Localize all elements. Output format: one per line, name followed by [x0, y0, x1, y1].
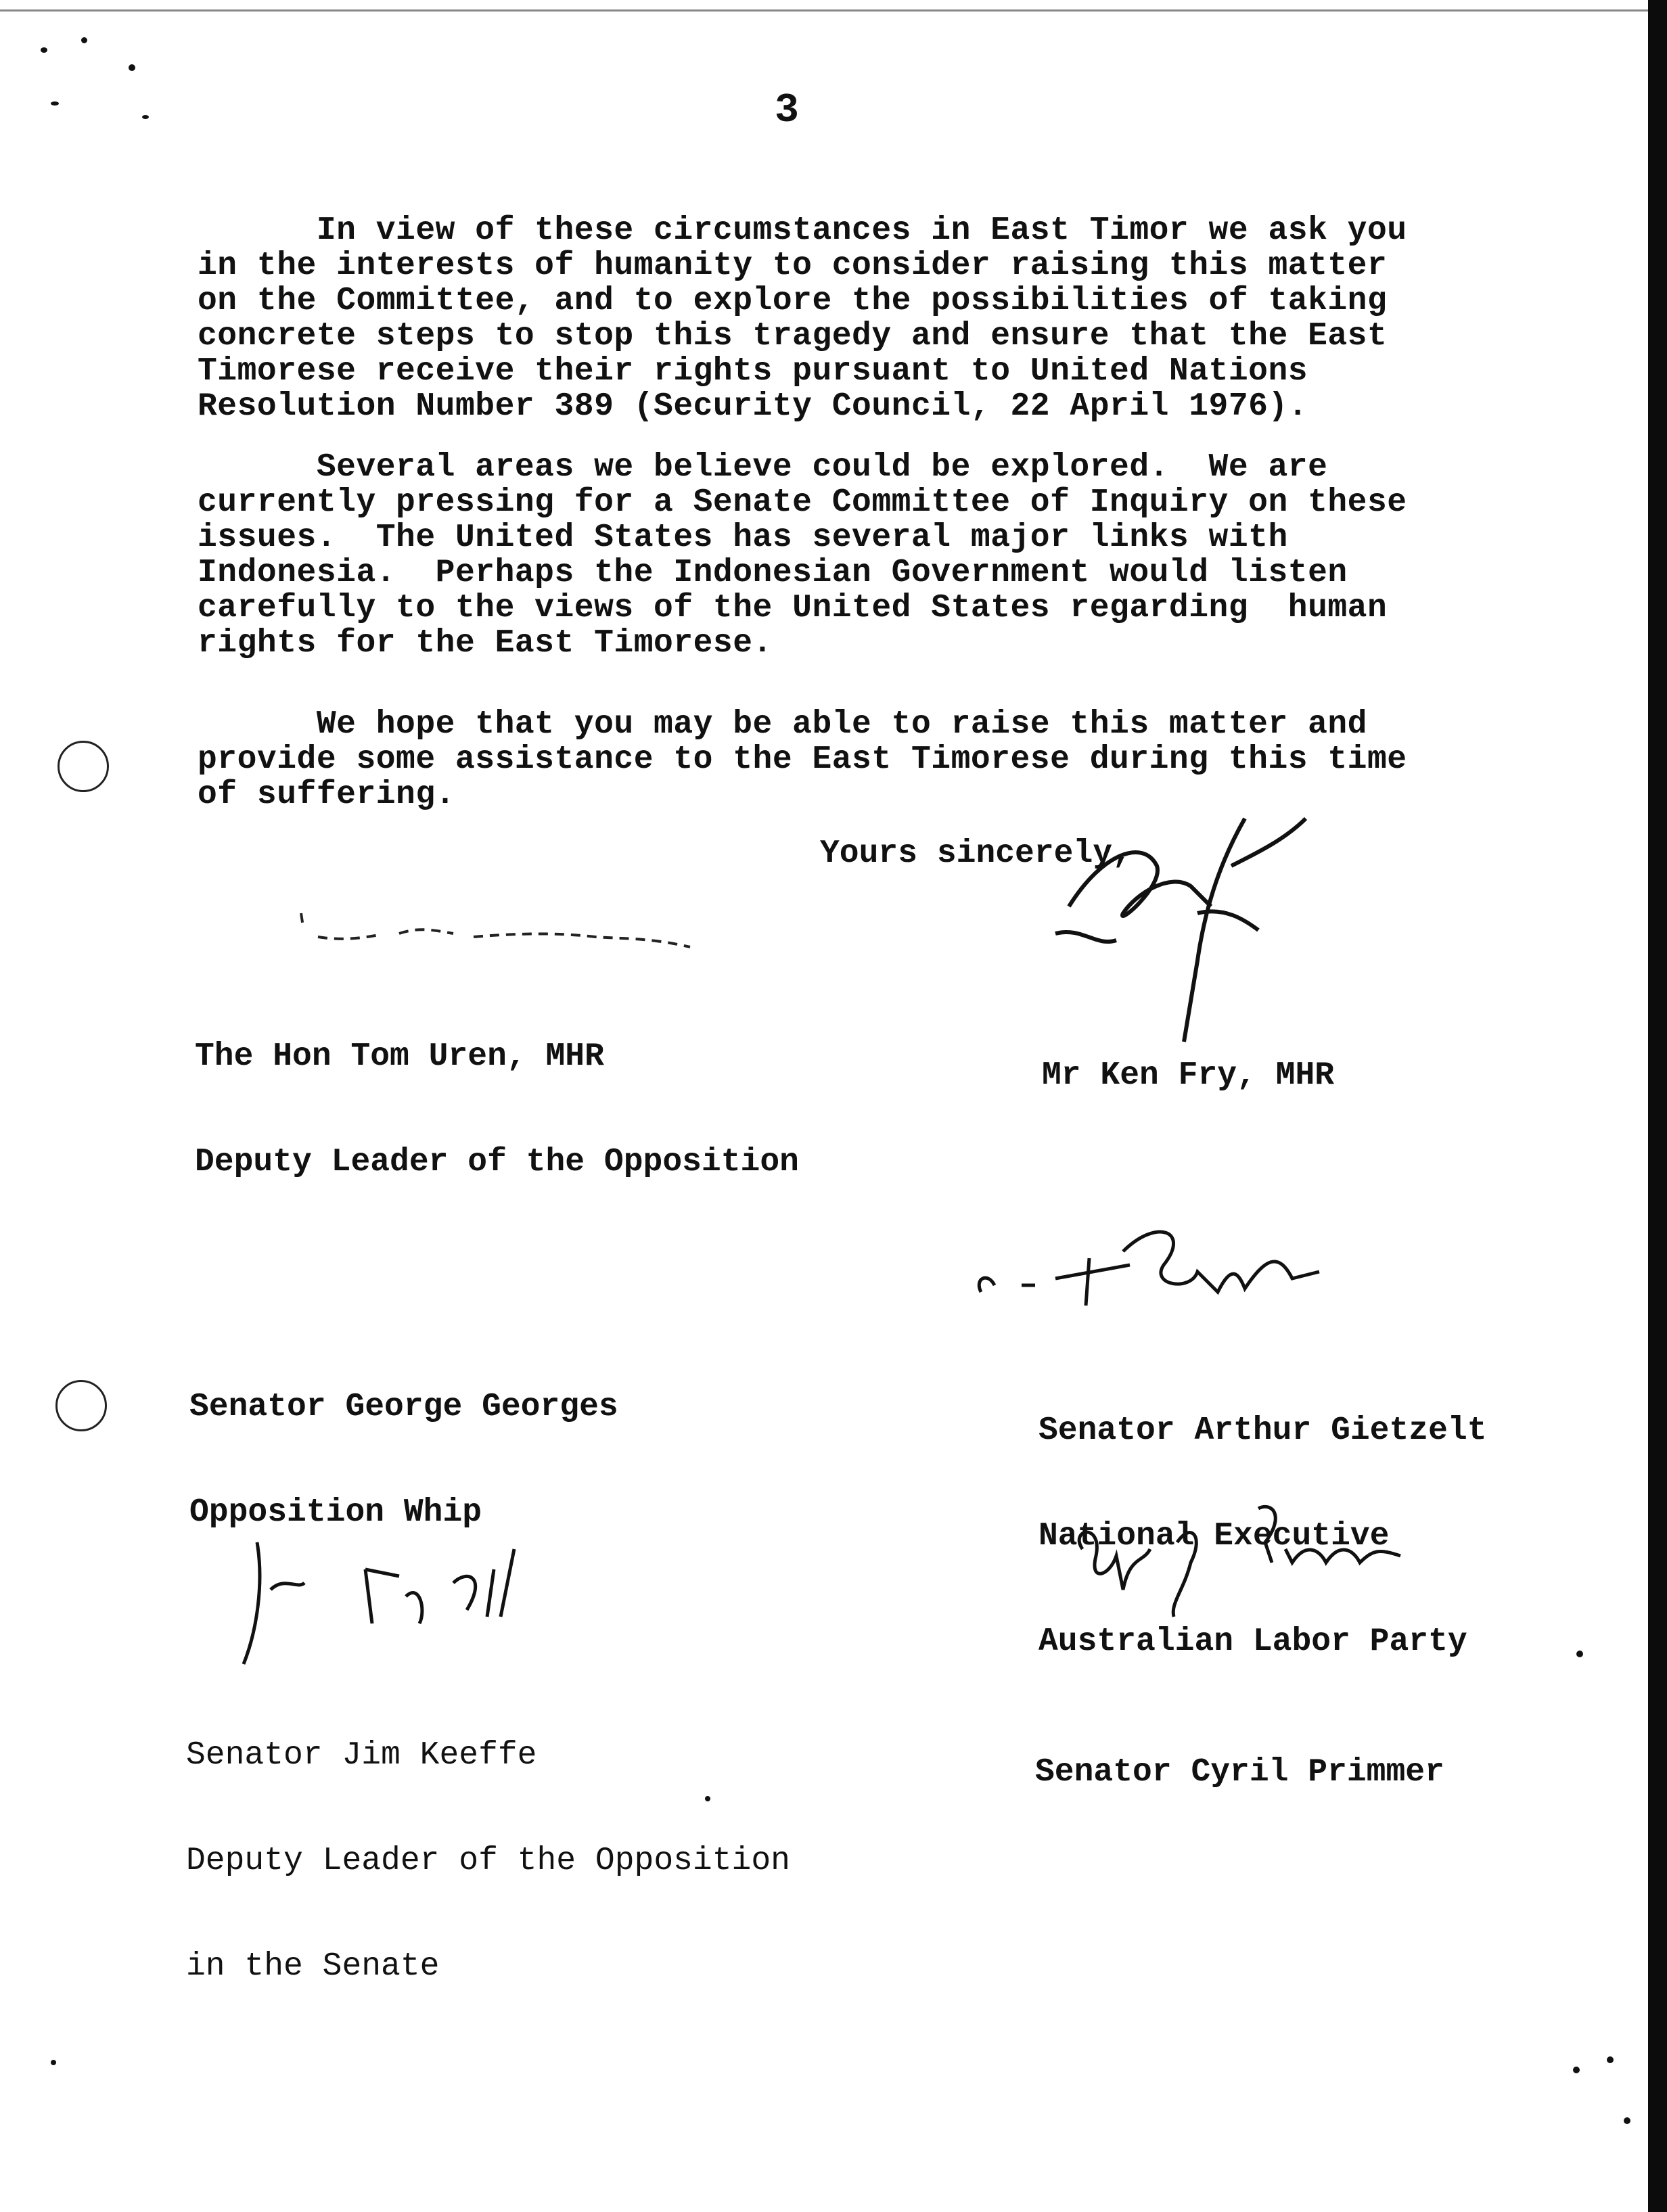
- scan-edge-top: [0, 9, 1648, 11]
- signatory-name: Mr Ken Fry, MHR: [1042, 1057, 1335, 1094]
- paragraph-1: In view of these circumstances in East Timor we ask you in the interests of humanity to consider raising this matter on the Committee, and to explore the possibilities of taking concrete steps to stop this tragedy and ensure that the East Timorese receive their rights pursuant to United Nations Resolution Number 389 (Security Council, 22 April 1976).: [198, 212, 1407, 425]
- signatory-title: Deputy Leader of the Opposition: [195, 1144, 799, 1180]
- signatory-title: Deputy Leader of the Opposition: [186, 1843, 790, 1879]
- scan-speck: [1624, 2117, 1630, 2124]
- scan-speck: [1607, 2056, 1614, 2063]
- scan-speck: [81, 37, 87, 43]
- signatory-block-fry: [1042, 988, 1334, 1163]
- signatory-block-uren: [195, 969, 799, 1250]
- paragraph-2: Several areas we believe could be explored. We are currently pressing for a Senate Committee of Inquiry on these issues. The United States has several major links with Indonesia. Perhaps the Indonesian Government would listen carefully to the views of the United States regarding human rights for the East Timorese.: [198, 449, 1407, 662]
- signatory-name: Senator Jim Keeffe: [186, 1737, 537, 1774]
- signature-keeffe: [196, 1475, 575, 1678]
- paragraph-3: We hope that you may be able to raise this matter and provide some assistance to the East Timorese during this time of suffering.: [198, 706, 1407, 813]
- signature-primmer: [1055, 1488, 1461, 1623]
- signatory-name: Senator Cyril Primmer: [1035, 1754, 1444, 1791]
- signature-uren: [298, 900, 704, 961]
- page-number: 3: [775, 88, 800, 134]
- punch-hole: [55, 1380, 107, 1431]
- signatory-name: The Hon Tom Uren, MHR: [195, 1038, 604, 1075]
- scan-speck: [1573, 2067, 1580, 2073]
- signatory-title: Opposition Whip: [189, 1494, 482, 1531]
- signatory-title: Australian Labor Party: [1038, 1623, 1467, 1660]
- scan-speck: [51, 101, 59, 106]
- punch-hole: [58, 741, 109, 792]
- signatory-block-primmer: [1035, 1684, 1444, 1860]
- closing-salutation: Yours sincerely,: [820, 835, 1132, 872]
- scan-speck: [129, 64, 135, 71]
- signatory-name: Senator George Georges: [189, 1389, 618, 1425]
- signatory-name: Senator Arthur Gietzelt: [1038, 1412, 1487, 1449]
- signatory-title: National Executive: [1038, 1518, 1390, 1554]
- scan-speck: [51, 2060, 56, 2065]
- scan-edge-right: [1648, 0, 1667, 2212]
- signature-gietzelt: [967, 1191, 1346, 1339]
- scan-speck: [142, 115, 149, 119]
- signatory-block-keeffe: [186, 1667, 790, 2054]
- signatory-title: in the Senate: [186, 1948, 440, 1985]
- scan-speck: [41, 47, 47, 53]
- scan-speck: [1576, 1651, 1583, 1657]
